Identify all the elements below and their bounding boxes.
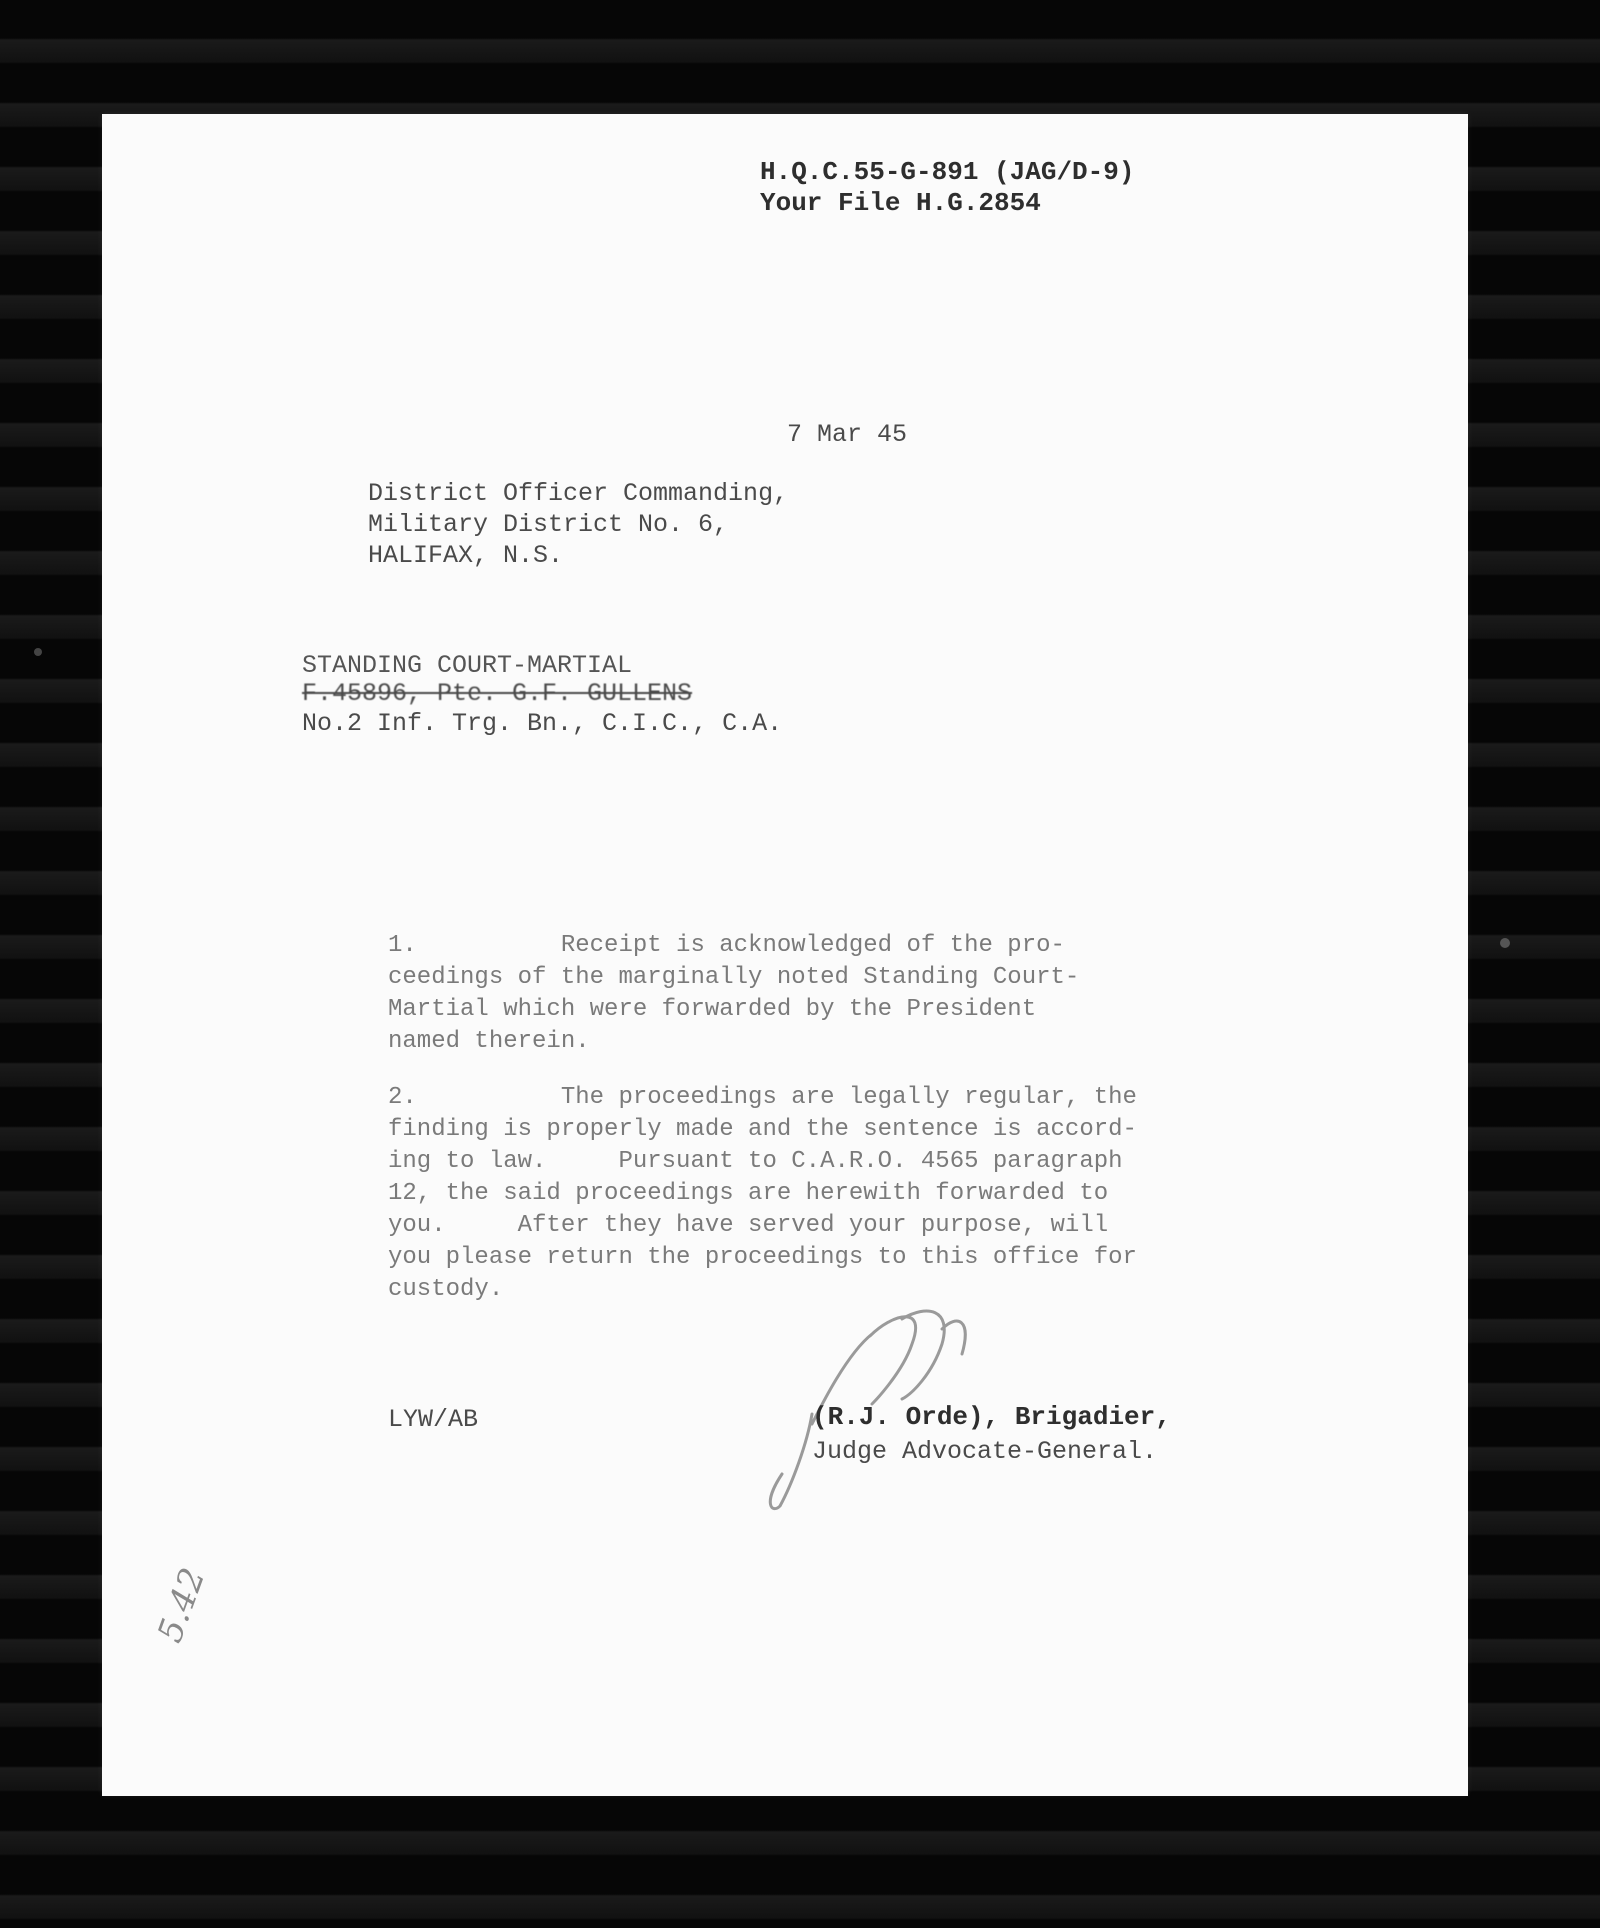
signatory-name: (R.J. Orde), Brigadier, (812, 1402, 1171, 1432)
paragraph-line: named therein. (388, 1028, 590, 1055)
address-line: District Officer Commanding, (368, 479, 789, 508)
file-reference (760, 157, 1134, 219)
typist-initials: LYW/AB (388, 1405, 479, 1434)
file-reference-line-2: Your File H.G.2854 (760, 188, 1041, 218)
film-edge-dot (1500, 938, 1510, 948)
handwritten-signature (752, 1274, 1012, 1514)
subject-line-2: F.45896, Pte. G.F. GULLENS (302, 679, 693, 708)
subject-line-3: No.2 Inf. Trg. Bn., C.I.C., C.A. (302, 709, 783, 738)
paragraph-line: ing to law. Pursuant to C.A.R.O. 4565 paragraph (388, 1148, 1123, 1175)
subject-line-1: STANDING COURT-MARTIAL (302, 651, 633, 680)
paragraph-line: 1. Receipt is acknowledged of the pro- (388, 932, 1065, 959)
address-line: HALIFAX, N.S. (368, 541, 564, 570)
paragraph-2 (388, 1082, 1137, 1306)
paragraph-line: ceedings of the marginally noted Standing Court- (388, 964, 1080, 991)
signatory-title: Judge Advocate-General. (812, 1437, 1158, 1466)
pencil-annotation: 5.42 (150, 1562, 214, 1648)
file-reference-line-1: H.Q.C.55-G-891 (JAG/D-9) (760, 157, 1135, 187)
paragraph-line: you. After they have served your purpose, will (388, 1212, 1109, 1239)
address-line: Military District No. 6, (368, 510, 729, 539)
paragraph-line: Martial which were forwarded by the President (388, 996, 1037, 1023)
recipient-address (368, 478, 788, 571)
paragraph-1 (388, 930, 1079, 1058)
paragraph-line: 2. The proceedings are legally regular, the (388, 1084, 1137, 1111)
letter-page (102, 114, 1468, 1796)
letter-date: 7 Mar 45 (787, 420, 908, 449)
paragraph-line: you please return the proceedings to this office for (388, 1244, 1137, 1271)
paragraph-line: custody. (388, 1276, 504, 1303)
paragraph-line: 12, the said proceedings are herewith forwarded to (388, 1180, 1109, 1207)
paragraph-line: finding is properly made and the sentence is accord- (388, 1116, 1137, 1143)
film-edge-dot (34, 648, 42, 656)
